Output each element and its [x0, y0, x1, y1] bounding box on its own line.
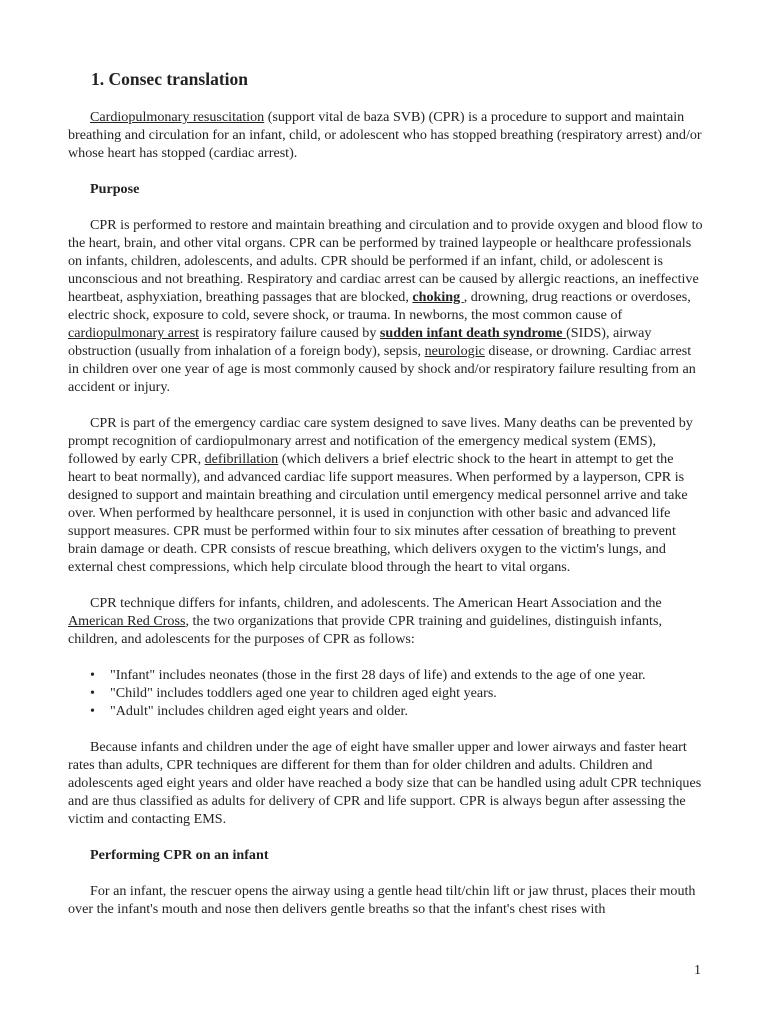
list-item-text: "Infant" includes neonates (those in the first 28 days of life) and extends to the age of one year. [110, 667, 646, 683]
spacer [68, 396, 704, 414]
page-number: 1 [694, 963, 701, 978]
text-span: CPR is performed to restore and maintain breathing and circulation and to provide oxygen and blood flow to the heart, brain, and other vital organs. CPR can be performed by trained laypeople or healthcare professionals on infants, children, adolescents, and adults. CPR should be performed if an infant, child, or adolescent is unconscious and not breathing. Respiratory and cardiac arrest can be caused by allergic reactions, an ineffective heartbeat, asphyxiation, breathing passages that are blocked, [68, 217, 703, 305]
bullet-icon: • [90, 703, 95, 719]
text-span: (SIDS), airway obstruction (usually from inhalation of a foreign body), sepsis, [68, 325, 652, 359]
paragraph-intro [68, 108, 704, 162]
list-item [68, 684, 704, 702]
list-item [68, 702, 704, 720]
paragraph-emergency-care [68, 414, 704, 576]
intro-text: (support vital de baza SVB) (CPR) is a procedure to support and maintain breathing and circulation for an infant, child, or adolescent who has stopped breathing (respiratory arrest) and/or whose heart has stopped (cardiac arrest). [68, 109, 702, 161]
spacer [68, 162, 704, 180]
text-span: CPR is part of the emergency cardiac care system designed to save lives. Many deaths can be prevented by prompt recognition of cardiopulmonary arrest and notification of the emergency medical system (EMS), followed by early CPR, [68, 415, 693, 467]
link-sudden-infant-death-syndrome[interactable]: sudden infant death syndrome [379, 325, 567, 341]
paragraph-age-differences: Because infants and children under the age of eight have smaller upper and lower airways and faster heart rates than adults, CPR techniques are different for them than for older children and adults. Children and adolescents aged eight years and older have reached a body size that can be handled using adult CPR techniques and are thus classified as adults for delivery of CPR and life support. CPR is always begun after assessing the victim and contacting EMS. [68, 739, 702, 827]
document-page [68, 68, 704, 918]
spacer [68, 198, 704, 216]
text-span: , the two organizations that provide CPR training and guidelines, distinguish infants, children, and adolescents for the purposes of CPR as follows: [68, 613, 662, 647]
bullet-icon: • [90, 667, 95, 683]
text-span: (which delivers a brief electric shock to the heart in attempt to get the heart to beat normally), and advanced cardiac life support measures. When performed by a layperson, CPR is designed to support and maintain breathing and circulation until emergency medical personnel arrive and take over. When performed by healthcare personnel, it is used in conjunction with other basic and advanced life support measures. CPR must be performed within four to six minutes after cessation of breathing to prevent brain damage or death. CPR consists of rescue breathing, which delivers oxygen to the victim's lungs, and external chest compressions, which help circulate blood through the heart to vital organs. [68, 451, 688, 575]
spacer [68, 648, 704, 666]
text-span: , drowning, drug reactions or overdoses, electric shock, exposure to cold, severe shock, or trauma. In newborns, the most common cause of [68, 289, 691, 323]
link-american-red-cross[interactable]: American Red Cross [68, 613, 186, 629]
link-choking[interactable]: choking [412, 289, 464, 305]
link-defibrillation[interactable]: defibrillation [204, 451, 279, 467]
spacer [68, 864, 704, 882]
spacer [68, 576, 704, 594]
spacer [68, 720, 704, 738]
bullet-icon: • [90, 685, 95, 701]
section-heading-infant: Performing CPR on an infant [90, 847, 269, 863]
link-neurologic[interactable]: neurologic [424, 343, 485, 359]
list-item-text: "Adult" includes children aged eight years and older. [110, 703, 408, 719]
text-span: disease, or drowning. Cardiac arrest in children over one year of age is most commonly caused by shock and/or respiratory failure resulting from an accident or injury. [68, 343, 696, 395]
list-item-text: "Child" includes toddlers aged one year to children aged eight years. [110, 685, 497, 701]
spacer [68, 90, 704, 108]
age-category-list [68, 666, 704, 720]
link-cardiopulmonary-resuscitation[interactable]: Cardiopulmonary resuscitation [90, 109, 265, 125]
paragraph-technique [68, 594, 704, 648]
page-title: 1. Consec translation [91, 69, 249, 89]
spacer [68, 828, 704, 846]
section-heading-purpose: Purpose [90, 181, 140, 197]
text-span: CPR technique differs for infants, children, and adolescents. The American Heart Association and the [90, 595, 662, 611]
paragraph-purpose [68, 216, 704, 396]
paragraph-infant-cpr: For an infant, the rescuer opens the airway using a gentle head tilt/chin lift or jaw thrust, places their mouth over the infant's mouth and nose then delivers gentle breaths so that the infant's chest rises with [68, 883, 696, 917]
list-item [68, 666, 704, 684]
text-span: is respiratory failure caused by [199, 325, 380, 341]
link-cardiopulmonary-arrest[interactable]: cardiopulmonary arrest [68, 325, 200, 341]
